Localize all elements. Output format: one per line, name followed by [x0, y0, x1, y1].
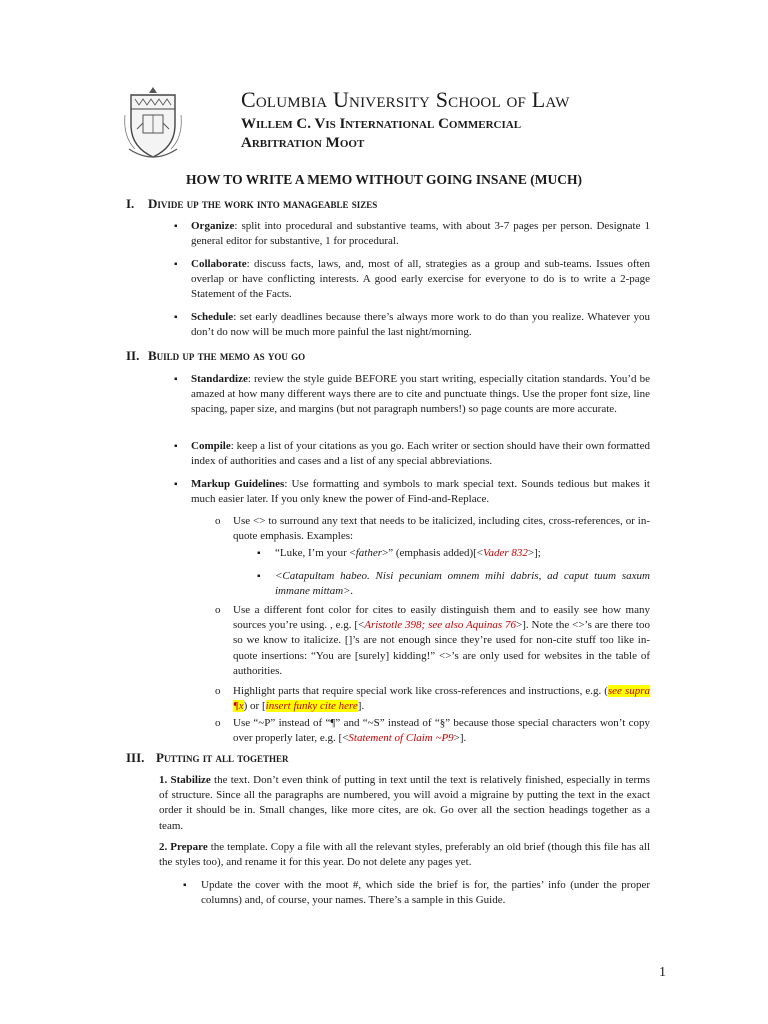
item-term: Schedule [191, 311, 234, 323]
sub-list-item [233, 684, 650, 714]
list-item [191, 219, 650, 249]
bullet-icon: ▪ [174, 374, 178, 385]
sub-list-item [233, 603, 650, 679]
example-text: >” (emphasis added)[< [382, 547, 483, 559]
item-text: : set early deadlines because there’s always more work to do than you realize. Whatever you don’t do now will be much more painful the last night/morning. [191, 311, 650, 339]
page-title: HOW TO WRITE A MEMO WITHOUT GOING INSANE (MUCH) [185, 172, 583, 187]
item-text: Highlight parts that require special work like cross-references and instructions, e.g. ( [233, 685, 608, 697]
highlighted-text: insert funky cite here [265, 700, 358, 713]
bullet-icon: ▪ [174, 441, 178, 452]
item-text: >]. [453, 732, 467, 745]
bullet-icon: ▪ [174, 479, 178, 490]
list-item: Update the cover with the moot #, which side the brief is for, the parties’ info (under the proper columns) and, of course, your names. There’s a sample in this Guide. [201, 879, 650, 907]
bullet-icon: ▪ [174, 221, 178, 232]
example-cite: Aristotle 398; see also Aquinas 76 [364, 619, 516, 632]
item-term: Collaborate [191, 258, 247, 270]
example-text: “Luke, I’m your < [275, 547, 356, 559]
columbia-crest-logo [121, 85, 185, 161]
section-heading-3 [126, 750, 289, 766]
item-text: : review the style guide BEFORE you start writing, especially citation standards. You’d be amazed at how many different ways there are to cite and punctuate things. Use the proper font size, line spacing, paper size, and margins (but not paragraph numbers!) so page counts are more accurate. [191, 373, 650, 416]
item-text: ) or [ [243, 700, 266, 713]
section-number: I. [126, 196, 135, 211]
bullet-icon: ▪ [257, 571, 261, 582]
paragraph-text: the template. Copy a file with all the relevant styles, preferably an old brief (though this file has all the styles too), and rename it for this year. Do not delete any pages yet. [159, 841, 651, 869]
list-item [191, 439, 650, 469]
list-item [191, 257, 650, 303]
bullet-icon: ▪ [183, 880, 187, 891]
example-emphasis: father [355, 547, 383, 559]
item-term: Standardize [191, 373, 248, 385]
section-number: III. [126, 750, 145, 765]
moot-title [241, 115, 521, 153]
paragraph [159, 840, 650, 870]
highlighted-text: see supra ¶x [233, 685, 651, 713]
item-text: Use “~P” instead of “¶” and “~S” instead of “§” because those special characters won’t copy over properly later, e.g. [< [233, 717, 650, 745]
section-heading-text: Build up the memo as you go [148, 348, 306, 363]
item-term: Compile [191, 440, 231, 452]
sub-list-item [233, 716, 650, 746]
item-text: : keep a list of your citations as you go. Each writer or section should have their own formatted index of authorities and cases and a list of any special abbreviations. [191, 440, 650, 468]
paragraph-term: 1. Stabilize [159, 774, 211, 786]
section-heading-2 [126, 348, 305, 364]
example-line [275, 546, 650, 561]
section-heading-text: Divide up the work into manageable sizes [148, 196, 378, 211]
sub-bullet-icon: o [215, 685, 221, 697]
bullet-icon: ▪ [174, 259, 178, 270]
list-item [191, 477, 650, 507]
example-cite: Vader 832 [483, 547, 528, 559]
item-text: : Use formatting and symbols to mark special text. Sounds tedious but makes it much easier later. If you only knew the power of Find-and-Replace. [191, 478, 650, 506]
item-text: >]. Note the <>’s are there too so we know to italicize. []’s are not enough since they’re used for non-cite stuff too like in-quote insertions: “You are [surely] kidding!” <>’s are only used for websites in the table of authorities. [233, 619, 650, 677]
list-item [191, 310, 650, 340]
list-item [191, 372, 650, 418]
sub-bullet-icon: o [215, 604, 221, 616]
bullet-icon: ▪ [174, 312, 178, 323]
paragraph [159, 773, 650, 834]
section-heading-1 [126, 196, 377, 212]
sub-bullet-icon: o [215, 717, 221, 729]
example-text: >]; [527, 547, 541, 559]
page-number: 1 [659, 965, 666, 980]
item-text: ]. [357, 700, 365, 713]
section-heading-text: Putting it all together [156, 750, 289, 765]
item-text: Use a different font color for cites to easily distinguish them and to easily see how many sources you’re using. , e.g. [< [233, 604, 650, 632]
item-text: : split into procedural and substantive teams, with about 3-7 pages per person. Designate 1 general editor for substantive, 1 for procedural. [191, 220, 650, 248]
item-term: Organize [191, 220, 235, 232]
bullet-icon: ▪ [257, 548, 261, 559]
section-number: II. [126, 348, 140, 363]
moot-title-line2: Arbitration Moot [241, 135, 365, 151]
example-cite: Statement of Claim ~P9 [348, 732, 454, 745]
moot-title-line1: Willem C. Vis International Commercial [241, 116, 522, 132]
school-name: Columbia University School of Law [241, 87, 570, 112]
paragraph-term: 2. Prepare [159, 841, 208, 853]
example-line: <Catapultam habeo. Nisi pecuniam omnem mihi dabris, ad caput tuum saxum immane mittam>. [275, 570, 650, 598]
paragraph-text: the text. Don’t even think of putting in text until the text is relatively finished, especially in terms of structure. Since all the paragraphs are numbered, you will avoid a migraine by putting the text in the exact order it should be in. Small changes, like more cites, are ok. Go over all the section headings together as a team. [159, 774, 650, 832]
sub-list-item: Use <> to surround any text that needs to be italicized, including cites, cross-references, or in-quote emphasis. Examples: [233, 515, 650, 543]
sub-bullet-icon: o [215, 515, 221, 527]
item-text: : discuss facts, laws, and, most of all, strategies as a group and sub-teams. Issues often overlap or have conflicting interests. A good early exercise for everyone to do is to write a 2-page Statement of the Facts. [191, 258, 650, 301]
item-term: Markup Guidelines [191, 478, 285, 490]
